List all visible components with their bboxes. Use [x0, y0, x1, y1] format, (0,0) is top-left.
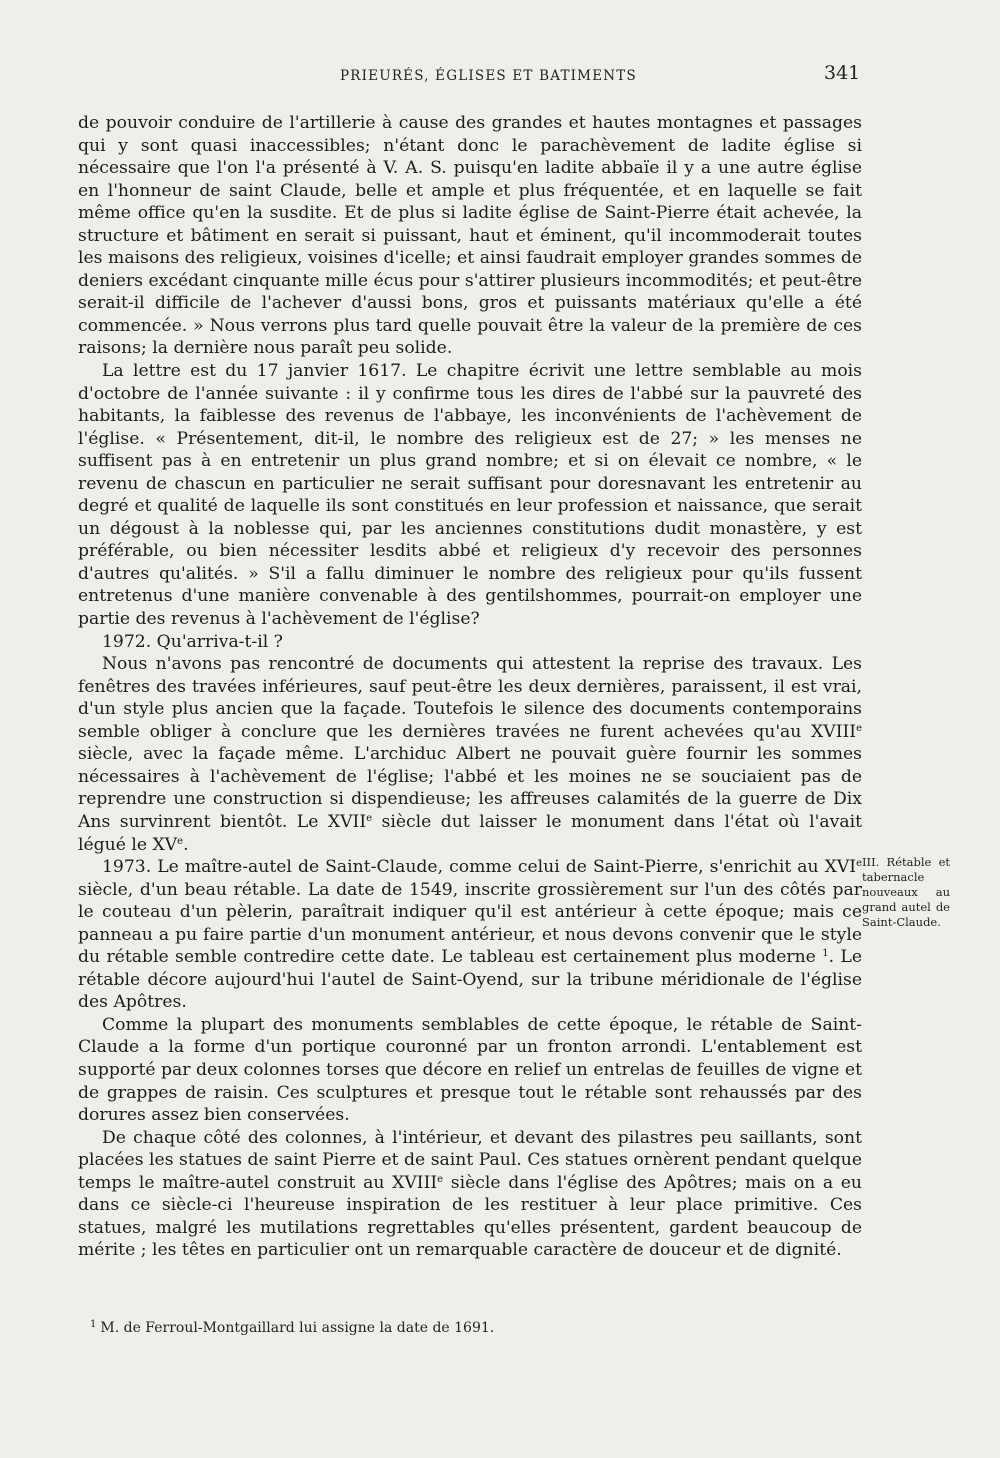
paragraph-7 [78, 1127, 862, 1262]
running-title: PRIEURÉS, ÉGLISES ET BATIMENTS [340, 68, 637, 84]
footnote-text: M. de Ferroul-Montgaillard lui assigne la date de 1691. [100, 1320, 495, 1336]
paragraph-5-part: siècle, d'un beau rétable. La date de 1549, inscrite grossièrement sur l'un des côtés par le couteau d'un pèlerin, paraîtrait indiquer qu'il est antérieur à cette époque; mais ce panneau a pu faire partie d'un monument antérieur, et nous devons convenir que le style du rétable semble contredire cette date. Le tableau est certainement plus moderne [78, 879, 862, 968]
paragraph-3: 1972. Qu'arriva-t-il ? [102, 631, 283, 652]
paragraph-7-part: De chaque côté des colonnes, à l'intérieur, et devant des pilastres peu saillants, sont placées les statues de saint Pierre et de saint Paul. Ces statues ornèrent pendant quelque temps le maître-autel construit au [78, 1127, 862, 1193]
page-number: 341 [824, 62, 861, 84]
paragraph-4-part: siècle, avec la façade même. L'archiduc Albert ne pouvait guère fournir les sommes nécessaires à l'achèvement de l'église; l'abbé et les moines ne se souciaient pas de reprendre une construction si dispendieuse; les affreuses calamités de la guerre de Dix Ans survinrent bientôt. Le [78, 744, 862, 832]
paragraph-4-part: Nous n'avons pas rencontré de documents qui attestent la reprise des travaux. Les fenêtres des travées inférieures, sauf peut-être les deux dernières, paraissent, il est vrai, d'un style plus ancien que la façade. Toutefois le silence des documents contemporains semble obliger à conclure que les dernières travées ne furent achevées qu'au [78, 654, 862, 742]
superscript: e [177, 835, 184, 847]
superscript: e [856, 858, 862, 870]
main-text [78, 112, 862, 1262]
paragraph-4-part: siècle dut laisser le monument dans l'état où l'avait légué le [78, 811, 862, 855]
paragraph-5 [78, 856, 862, 1014]
superscript: e [366, 812, 373, 824]
superscript: e [437, 1173, 444, 1185]
footnote-reference[interactable]: 1 [822, 948, 829, 960]
paragraph-7-part: siècle dans l'église des Apôtres; mais on a eu dans ce siècle-ci l'heureuse inspiration de les restituer à leur place primitive. Ces statues, malgré les mutilations regrettables qu'elles présentent, gardent beaucoup de mérite ; les têtes en particulier ont un remarquable caractère de douceur et de dignité. [78, 1172, 863, 1261]
paragraph-5-part: . Le rétable décore aujourd'hui l'autel de Saint-Oyend, sur la tribune méridionale de l'église des Apôtres. [78, 947, 863, 1013]
footnote-mark: 1 [90, 1319, 97, 1330]
century-numeral: XVIII [392, 1172, 438, 1193]
paragraph-6: Comme la plupart des monuments semblables de cette époque, le rétable de Saint-Claude a la forme d'un portique couronné par un fronton arrondi. L'entablement est supporté par deux colonnes torses que décore en relief un entrelas de feuilles de vigne et de grappes de raisin. Ces sculptures et presque tout le rétable sont rehaussés par des dorures assez bien conservées. [78, 1014, 862, 1126]
footnote [90, 1320, 494, 1336]
paragraph-4-part: . [183, 834, 189, 855]
paragraph-1: de pouvoir conduire de l'artillerie à cause des grandes et hautes montagnes et passages qui y sont quasi inaccessibles; n'étant donc le parachèvement de ladite église si nécessaire que l'on l'a présenté à V. A. S. puisqu'en ladite abbaïe il y a une autre église en l'honneur de saint Claude, belle et ample et plus fréquentée, et en laquelle se fait même office qu'en la susdite. Et de plus si ladite église de Saint-Pierre était achevée, la structure et bâtiment en serait si puissant, haut et éminent, qu'il incommoderait toutes les maisons des religieux, voisines d'icelle; et ainsi faudrait employer grandes sommes de deniers excédant cinquante mille écus pour s'attirer plusieurs incommodités; et peut-être serait-il difficile de l'achever d'aussi bons, gros et puissants matériaux qu'elle a été commencée. » Nous verrons plus tard quelle pouvait être la valeur de la première de ces raisons; la dernière nous paraît peu solide. [78, 113, 862, 359]
paragraph-5-part: 1973. Le maître-autel de Saint-Claude, comme celui de Saint-Pierre, s'enrichit au [102, 857, 825, 878]
century-numeral: XV [152, 834, 178, 855]
century-numeral: XVI [824, 857, 857, 878]
superscript: e [856, 722, 862, 734]
paragraph-2: La lettre est du 17 janvier 1617. Le chapitre écrivit une lettre semblable au mois d'octobre de l'année suivante : il y confirme tous les dires de l'abbé sur la pauvreté des habitants, la faiblesse des revenus de l'abbaye, les inconvénients de l'achèvement de l'église. « Présentement, dit-il, le nombre des religieux est de 27; » les menses ne suffisent pas à en entretenir un plus grand nombre; et si on élevait ce nombre, « le revenu de chascun en particulier ne serait suffisant pour doresnavant les entretenir au degré et qualité de laquelle ils sont constitués en leur profession et naissance, que serait un dégoust à la noblesse qui, par les anciennes constitutions dudit monastère, y est préférable, ou bien nécessiter lesdits abbé et religieux d'y recevoir des personnes d'autres qu'alités. » S'il a fallu diminuer le nombre des religieux pour qu'ils fussent entretenus d'une manière convenable à des gentilshommes, pourrait-on employer une partie des revenus à l'achèvement de l'église? [78, 361, 862, 630]
margin-note: III. Rétable et tabernacle nouveaux au grand autel de Saint-Claude. [862, 855, 950, 929]
century-numeral: XVII [327, 811, 367, 832]
paragraph-4 [78, 653, 862, 856]
century-numeral: XVIII [811, 721, 857, 742]
